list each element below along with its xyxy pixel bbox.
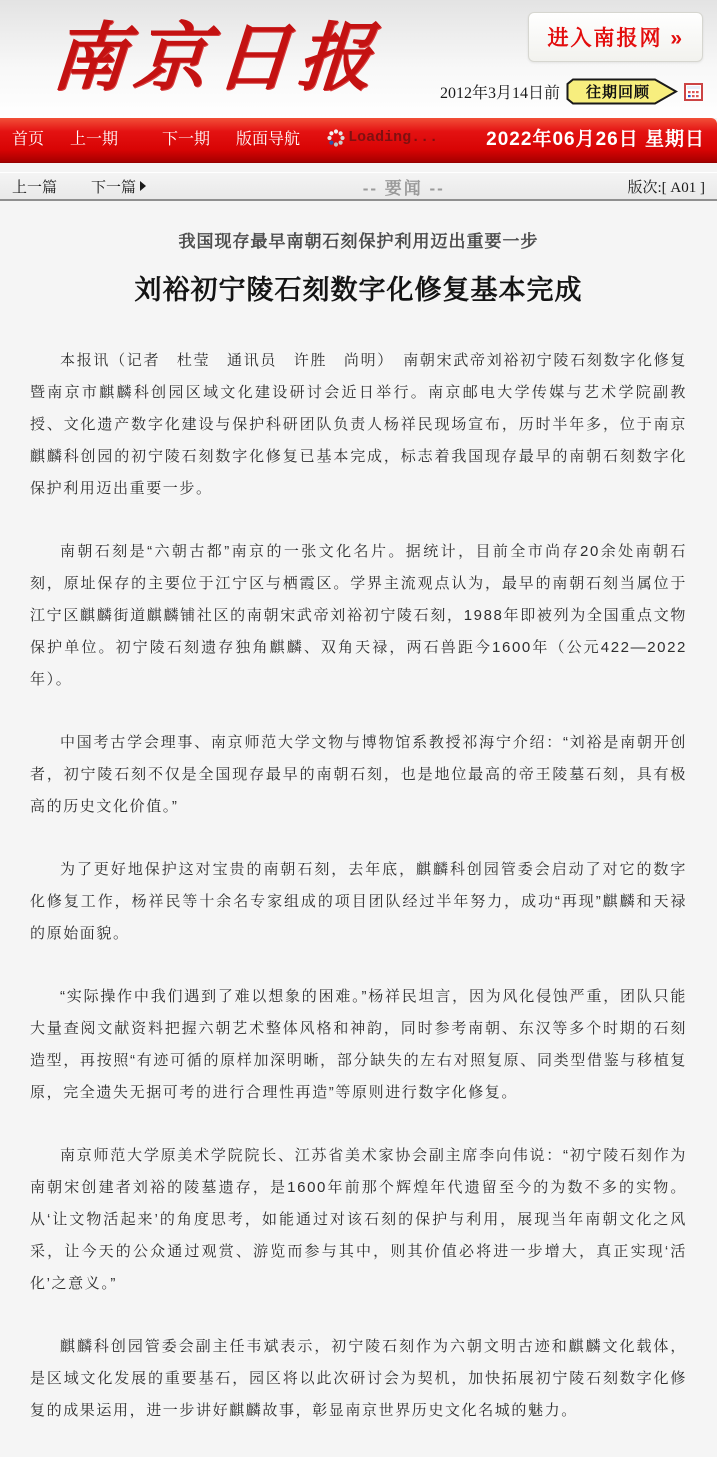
enter-site-button[interactable]: 进入南报网 »: [528, 12, 703, 62]
newspaper-logo[interactable]: 南京日报: [48, 15, 384, 101]
article-paragraph: 中国考古学会理事、南京师范大学文物与博物馆系教授祁海宁介绍：“刘裕是南朝开创者，初宁陵石刻不仅是全国现存最早的南朝石刻，也是地位最高的帝王陵墓石刻，具有极高的历史文化价值。”: [30, 734, 687, 815]
next-article-link[interactable]: [91, 176, 146, 197]
loading-indicator: [326, 128, 438, 148]
main-navbar: [0, 118, 717, 163]
prev-article-link[interactable]: [12, 176, 57, 197]
masthead-right: [439, 12, 703, 105]
nav-item-prev-issue[interactable]: 上一期: [70, 131, 119, 148]
archive-button-label: 往期回顾: [585, 84, 650, 101]
archive-row: [439, 78, 703, 105]
article-paragraph: 为了更好地保护这对宝贵的南朝石刻，去年底，麒麟科创园管委会启动了对它的数字化修复工作，杨祥民等十余名专家组成的项目团队经过半年努力，成功“再现”麒麟和天禄的原始面貌。: [30, 861, 687, 942]
article-paragraph: 南京师范大学原美术学院院长、江苏省美术家协会副主席李向伟说：“初宁陵石刻作为南朝宋创建者刘裕的陵墓遗存，是1600年前那个辉煌年代遗留至今的为数不多的实物。从‘让文物活起来’的角度思考，如能通过对该石刻的保护与利用，展现当年南朝文化之风采，让今天的公众通过观赏、游览而参与其中，则其价值必将进一步增大，真正实现‘活化’之意义。”: [30, 1147, 687, 1292]
masthead: [0, 0, 717, 118]
nav-item-home[interactable]: 首页: [12, 131, 45, 148]
loading-spinner-icon: [326, 128, 346, 148]
next-article-label: 下一篇: [91, 178, 137, 196]
nav-item-page-directory[interactable]: 版面导航: [236, 131, 301, 148]
prev-article-label: 上一篇: [12, 178, 58, 196]
article-body: [30, 345, 687, 1427]
article-subnav: [0, 172, 717, 201]
article: [0, 201, 717, 1457]
article-paragraph: 南朝石刻是“六朝古都”南京的一张文化名片。据统计，目前全市尚存20余处南朝石刻，原址保存的主要位于江宁区与栖霞区。学界主流观点认为，最早的南朝石刻当属位于江宁区麒麟街道麒麟铺社区的南朝宋武帝刘裕初宁陵石刻，1988年即被列为全国重点文物保护单位。初宁陵石刻遗存独角麒麟、双角天禄，两石兽距今1600年（公元422—2022年）。: [30, 543, 687, 688]
archive-date-label: 2012年3月14日前: [439, 85, 560, 102]
article-title: 刘裕初宁陵石刻数字化修复基本完成: [134, 275, 583, 305]
article-paragraph: 麒麟科创园管委会副主任韦斌表示，初宁陵石刻作为六朝文明古迹和麒麟文化载体，是区域文化发展的重要基石，园区将以此次研讨会为契机，加快拓展初宁陵石刻数字化修复的成果运用，进一步讲好麒麟故事，彰显南京世界历史文化名城的魅力。: [30, 1338, 687, 1419]
section-label: -- 要闻 --: [362, 178, 445, 198]
next-article-arrow-icon: [140, 181, 146, 191]
loading-text: Loading...: [348, 129, 439, 146]
issue-date-label: 2022年06月26日 星期日: [486, 129, 705, 150]
article-paragraph: 本报讯（记者 杜莹 通讯员 许胜 尚明） 南朝宋武帝刘裕初宁陵石刻数字化修复暨南京市麒麟科创园区域文化建设研讨会近日举行。南京邮电大学传媒与艺术学院副教授、文化遗产数字化建设与保护科研团队负责人杨祥民现场宣布，历时半年多，位于南京麒麟科创园的初宁陵石刻数字化修复已基本完成，标志着我国现存最早的南朝石刻数字化保护利用迈出重要一步。: [30, 352, 687, 497]
nav-item-next-issue[interactable]: 下一期: [162, 131, 211, 148]
archive-button[interactable]: [566, 78, 678, 105]
calendar-icon[interactable]: [684, 82, 703, 101]
article-kicker: 我国现存最早南朝石刻保护利用迈出重要一步: [178, 232, 539, 251]
page-number-label: 版次:[ A01 ]: [627, 179, 705, 196]
article-paragraph: “实际操作中我们遇到了难以想象的困难。”杨祥民坦言，因为风化侵蚀严重，团队只能大量查阅文献资料把握六朝艺术整体风格和神韵，同时参考南朝、东汉等多个时期的石刻造型，再按照“有迹可循的原样加深明晰，部分缺失的左右对照复原、同类型借鉴与移植复原，完全遗失无据可考的进行合理性再造”等原则进行数字化修复。: [30, 988, 687, 1101]
